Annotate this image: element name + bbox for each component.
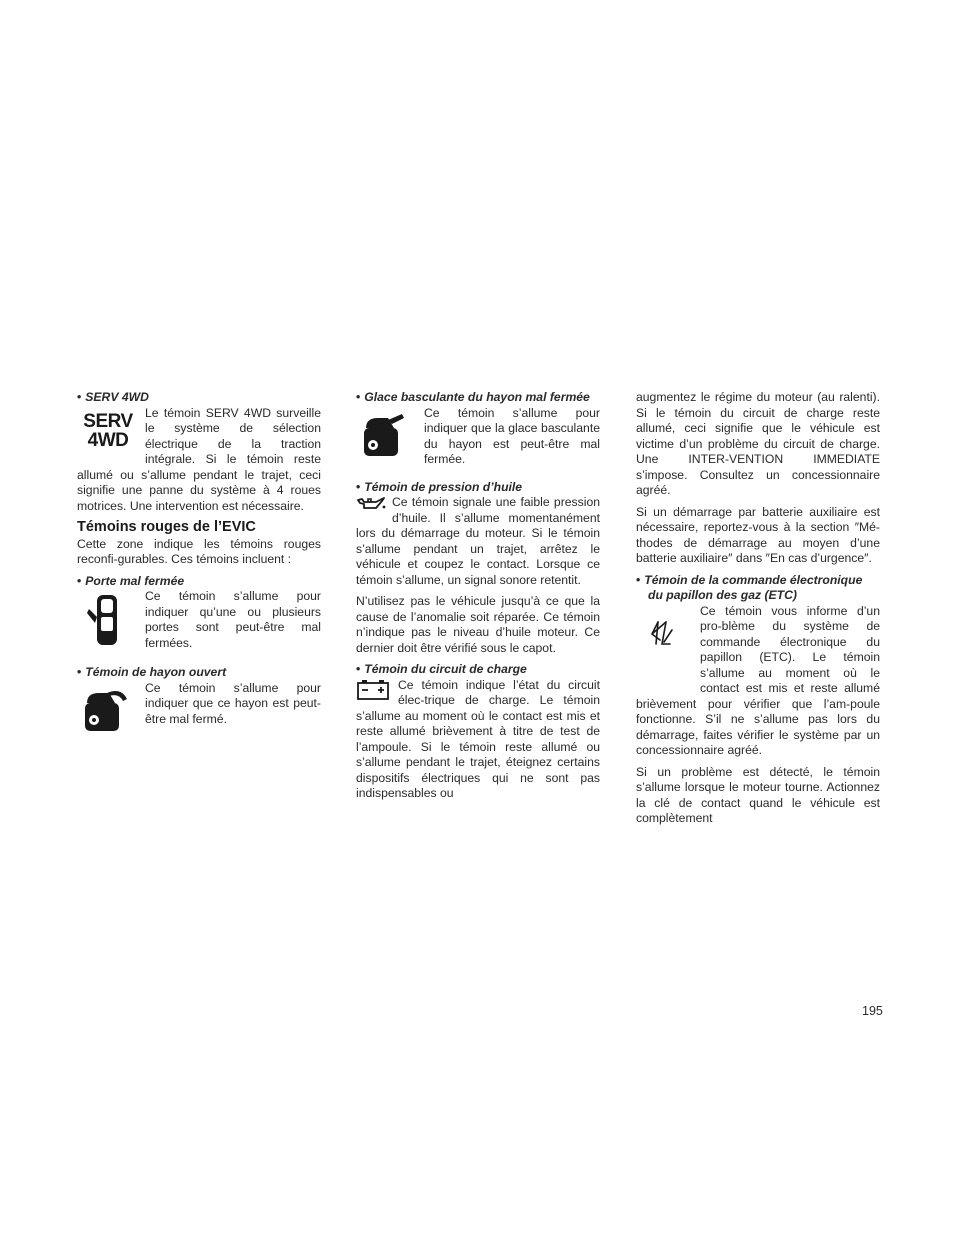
oil-title: • Témoin de pression d’huile	[356, 479, 523, 494]
serv-4wd-icon: SERV 4WD	[83, 410, 133, 451]
liftgate-glass-open-icon	[356, 406, 418, 468]
door-entry	[77, 589, 321, 653]
hatch-entry	[77, 681, 321, 741]
glass-entry	[356, 406, 600, 468]
oil-paragraph: N’utilisez pas le véhicule jusqu’à ce que la cause de l’anomalie soit réparée. Ce témoin n’indique pas le niveau d’huile moteur. Ce dernier doit être vérifié sous le capot.	[356, 594, 600, 655]
page-number: 195	[862, 1004, 883, 1018]
etc-title: • Témoin de la commande électronique du papillon des gaz (ETC)	[636, 572, 863, 602]
charge-title: • Témoin du circuit de charge	[356, 662, 527, 676]
column-2	[356, 390, 600, 802]
liftgate-open-icon	[77, 681, 139, 741]
oil-text: Ce témoin signale une faible pression d’huile. Il s’allume momentanément lors du démarrage du moteur. Si le témoin s’allume pendant un trajet, arrêtez le véhicule et coupez le contact. Lorsque ce témoin s’allume, un signal sonore retentit.	[356, 495, 600, 587]
glass-title: • Glace basculante du hayon mal fermée	[356, 390, 590, 404]
oil-can-icon	[356, 495, 386, 511]
throttle-control-icon	[636, 604, 694, 688]
etc-entry	[636, 604, 880, 759]
battery-icon	[356, 678, 392, 702]
glass-text: Ce témoin s’allume pour indiquer que la glace basculante du hayon est peut-être mal fermée.	[424, 405, 600, 466]
door-text: Ce témoin s’allume pour indiquer qu’une ou plusieurs portes sont peut-être mal fermées.	[145, 589, 321, 650]
hatch-text: Ce témoin s’allume pour indiquer que ce hayon est peut-être mal fermé.	[145, 680, 321, 726]
serv-4wd-text: Le témoin SERV 4WD surveille le système de sélection électrique de la traction intégrale. Si le témoin reste allumé ou s’allume pendant le trajet, ceci signifie une panne du système à 4 roues motrices. Une intervention est nécessaire.	[77, 405, 321, 513]
serv-4wd-entry	[77, 406, 321, 515]
charge-text: Ce témoin indique l’état du circuit élec-trique de charge. Le témoin s’allume au moment où le contact est mis et reste allumé brièvement à titre de test de l’ampoule. Si le témoin reste allumé ou s’allume pendant le trajet, éteignez certains dispositifs électriques qui ne sont pas indispensables ou	[356, 677, 600, 800]
hatch-title: • Témoin de hayon ouvert	[77, 665, 227, 679]
column-3	[636, 390, 880, 833]
column-1	[77, 390, 321, 741]
oil-entry	[356, 495, 600, 588]
charge-continued-paragraph: augmentez le régime du moteur (au ralenti). Si le témoin du circuit de charge reste allumé, ceci signifie que le véhicule est victime d’un problème du circuit de charge. Une INTER-VENTION IMMEDIATE s’impose. Consultez un concessionnaire agréé.	[636, 390, 880, 497]
door-open-icon	[77, 589, 139, 653]
problem-detected-paragraph: Si un problème est détecté, le témoin s’allume lorsque le moteur tourne. Actionnez la clé de contact quand le véhicule est complètement	[636, 764, 880, 825]
serv-4wd-title: • SERV 4WD	[77, 390, 149, 404]
etc-text: Ce témoin vous informe d’un pro-blème du système de commande électronique du papillon (ETC). Le témoin s’allume au moment où le contact est mis et reste allumé brièvement pour vérifier que l’am-poule fonctionne. S’il ne s’allume pas lors du démarrage, faites vérifier le système par un concessionnaire agréé.	[636, 603, 880, 757]
intro-text: Cette zone indique les témoins rouges reconfi-gurables. Ces témoins incluent :	[77, 536, 321, 566]
auxiliary-battery-paragraph: Si un démarrage par batterie auxiliaire est nécessaire, reportez-vous à la section ″Mé-thodes de démarrage au moyen d’une batterie auxiliaire″ dans ″En cas d’urgence″.	[636, 504, 880, 565]
section-heading: Témoins rouges de l’EVIC	[77, 519, 256, 535]
charge-entry	[356, 678, 600, 802]
door-title: • Porte mal fermée	[77, 573, 185, 588]
